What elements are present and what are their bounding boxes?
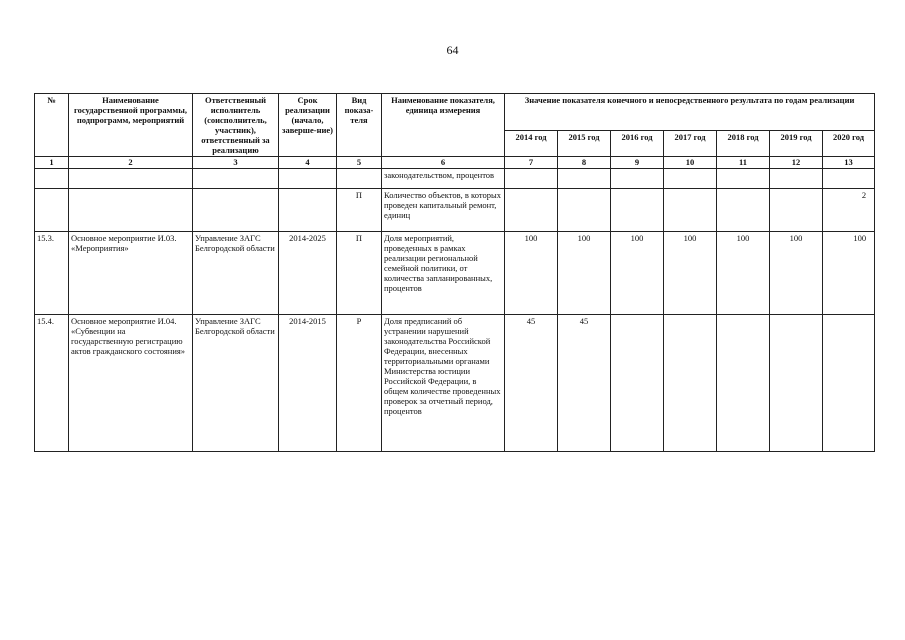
cell-value: 100 [717, 232, 770, 315]
cell-value [823, 315, 875, 452]
cell-responsible: Управление ЗАГС Белгородской области [193, 315, 279, 452]
cell-indicator: законодательством, процентов [382, 169, 505, 189]
cell-value [717, 169, 770, 189]
cell-value: 100 [770, 232, 823, 315]
cell-value [664, 169, 717, 189]
cell-type: Р [337, 315, 382, 452]
cell-value: 45 [558, 315, 611, 452]
table-row [35, 232, 875, 315]
cell-value: 100 [664, 232, 717, 315]
cell-responsible: Управление ЗАГС Белгородской области [193, 232, 279, 315]
cell-period: 2014-2025 [279, 232, 337, 315]
cell-num [35, 169, 69, 189]
column-number: 12 [770, 157, 823, 169]
header-year: 2017 год [664, 130, 717, 156]
cell-value: 100 [611, 232, 664, 315]
column-number: 5 [337, 157, 382, 169]
cell-value [770, 169, 823, 189]
header-responsible: Ответственный исполнитель (соисполнитель, участник), ответственный за реализацию [193, 94, 279, 157]
cell-indicator: Количество объектов, в которых проведен капитальный ремонт, единиц [382, 189, 505, 232]
column-number: 3 [193, 157, 279, 169]
table-row [35, 169, 875, 189]
cell-value: 2 [823, 189, 875, 232]
cell-responsible [193, 169, 279, 189]
cell-name: Основное мероприятие И.03. «Мероприятия» [69, 232, 193, 315]
cell-value: 100 [823, 232, 875, 315]
cell-value [505, 169, 558, 189]
cell-indicator: Доля предписаний об устранении нарушений законодательства Российской Федерации, внесенных территориальными органами Министерства юстиции Российской Федерации, в общем количестве проведенных проверок за отчетный период, процентов [382, 315, 505, 452]
cell-value [770, 315, 823, 452]
table-row [35, 189, 875, 232]
column-number: 7 [505, 157, 558, 169]
header-period: Срок реализации (начало, заверше-ние) [279, 94, 337, 157]
header-year: 2015 год [558, 130, 611, 156]
cell-value: 100 [505, 232, 558, 315]
cell-value [611, 189, 664, 232]
cell-num [35, 189, 69, 232]
cell-period [279, 189, 337, 232]
cell-value [611, 169, 664, 189]
cell-value [558, 189, 611, 232]
cell-num: 15.4. [35, 315, 69, 452]
cell-value [611, 315, 664, 452]
column-number: 4 [279, 157, 337, 169]
cell-name [69, 189, 193, 232]
column-number: 2 [69, 157, 193, 169]
cell-name: Основное мероприятие И.04. «Субвенции на государственную регистрацию актов гражданского состояния» [69, 315, 193, 452]
page-number: 64 [446, 43, 459, 57]
column-number: 1 [35, 157, 69, 169]
header-name: Наименование государственной программы, подпрограмм, мероприятий [69, 94, 193, 157]
header-year: 2019 год [770, 130, 823, 156]
cell-num: 15.3. [35, 232, 69, 315]
column-number: 9 [611, 157, 664, 169]
header-indicator-name: Наименование показателя, единица измерения [382, 94, 505, 157]
header-year: 2018 год [717, 130, 770, 156]
cell-value: 100 [558, 232, 611, 315]
cell-value [823, 169, 875, 189]
column-number: 11 [717, 157, 770, 169]
header-num: № [35, 94, 69, 157]
cell-type: П [337, 189, 382, 232]
cell-period: 2014-2015 [279, 315, 337, 452]
cell-value: 45 [505, 315, 558, 452]
cell-value [770, 189, 823, 232]
cell-period [279, 169, 337, 189]
column-number: 8 [558, 157, 611, 169]
cell-type [337, 169, 382, 189]
cell-value [505, 189, 558, 232]
cell-type: П [337, 232, 382, 315]
cell-value [664, 315, 717, 452]
header-year: 2016 год [611, 130, 664, 156]
cell-value [717, 189, 770, 232]
cell-indicator: Доля мероприятий, проведенных в рамках реализации региональной семейной политики, от количества запланированных, процентов [382, 232, 505, 315]
table-row [35, 315, 875, 452]
column-number: 10 [664, 157, 717, 169]
cell-value [558, 169, 611, 189]
column-number-row [35, 157, 875, 169]
cell-responsible [193, 189, 279, 232]
cell-name [69, 169, 193, 189]
header-year: 2020 год [823, 130, 875, 156]
header-values-group: Значение показателя конечного и непосредственного результата по годам реализации [505, 94, 875, 131]
cell-value [664, 189, 717, 232]
cell-value [717, 315, 770, 452]
column-number: 6 [382, 157, 505, 169]
column-number: 13 [823, 157, 875, 169]
header-year: 2014 год [505, 130, 558, 156]
header-indicator-type: Вид показа-теля [337, 94, 382, 157]
indicators-table [34, 93, 875, 452]
